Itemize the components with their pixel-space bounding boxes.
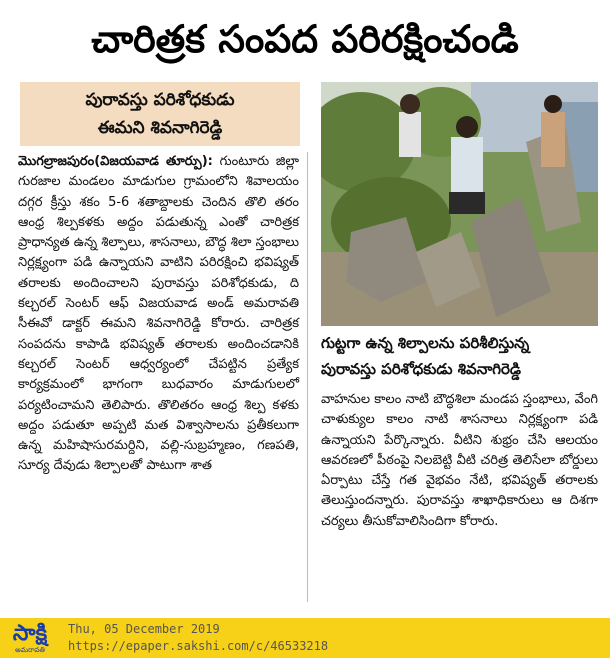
photo-caption-line2: పురావస్తు పరిశోధకుడు శివనాగిరెడ్డి (321, 360, 522, 378)
byline-title: పురావస్తు పరిశోధకుడు (85, 90, 235, 110)
body-text-left: గుంటూరు జిల్లా గురజాల మండలం మాడుగుల గ్రామంలోని శివాలయం దగ్గర క్రీస్తు శకం 5-6 శతాబ్దాలకు చెందిన తొలి తరం ఆంధ్ర శిల్పకళకు అద్దం పడుతున్న ఎంతో చారిత్రక ప్రాధాన్యత ఉన్న శిల్పాలు, శాసనాలు, బౌద్ధ శిలా స్తంభాలు నిర్లక్ష్యంగా పడి ఉన్నాయని వాటిని పరిరక్షించి భవిష్యత్ తరాలకు అందించాలని పురావస్తు పరిశోధకుడు, ది కల్చరల్ సెంటర్ ఆఫ్ విజయవాడ అండ్ అమరావతి సీఈవో డాక్టర్ ఈమని శివనాగిరెడ్డి కోరారు. చారిత్రక సంపదను కాపాడి భవిష్యత్ తరాలకు అందించడానికి కల్చరల్ సెంటర్ ఆధ్వర్యంలో చేపట్టిన ప్రత్యేక కార్యక్రమంలో భాగంగా బుధవారం మాడుగులలో పర్యటించామని తెలిపారు. తొలితరం ఆంధ్ర శిల్ప కళకు అద్దం పడుతూ అప్పటి మత విశ్వాసాలను ప్రతీకలుగా ఉన్న మహిషాసురమర్దిని, వల్లి-సుబ్రహ్మణం, గణపతి, సూర్య దేవుడు శిల్పాలతో పాటుగా శాత (18, 154, 300, 474)
byline-author: ఈమని శివనాగిరెడ్డి (97, 118, 223, 138)
article-photo (321, 82, 598, 326)
epaper-url[interactable]: https://epaper.sakshi.com/c/46533218 (68, 639, 329, 653)
article-body-left (18, 152, 308, 602)
dateline: మొగల్రాజపురం(విజయవాడ తూర్పు): (18, 154, 213, 169)
sakshi-logo[interactable] (0, 618, 60, 658)
article-body-right (321, 390, 598, 602)
logo-text: సాక్షి (12, 620, 48, 646)
logo-subtext: అమరావతి (15, 645, 45, 654)
footer-meta (68, 621, 328, 655)
footer-bar (0, 618, 610, 658)
body-text-right: వాహనుల కాలం నాటి బౌద్ధశిలా మండప స్తంభాలు, వేంగి చాళుక్యుల కాలం నాటి శాసనాలు నిర్లక్ష్యంగా పడి ఉన్నాయని పేర్కొన్నారు. వీటిని శుభ్రం చేసి ఆలయం ఆవరణలో పీఠంపై నిలబెట్టి వీటి చరిత్ర తెలిసేలా బోర్డులు ఏర్పాటు చేస్తే గత వైభవం నేటి, భవిష్యత్ తరాలకు తెలుస్తుందన్నారు. పురావస్తు శాఖాధికారులు ఆ దిశగా చర్యలు తీసుకోవాలిసిందిగా కోరారు. (321, 392, 598, 529)
publish-date: Thu, 05 December 2019 (68, 622, 220, 636)
photo-caption-line1: గుట్టగా ఉన్న శిల్పాలను పరిశీలిస్తున్న (321, 334, 530, 352)
article-photo-sculptures (321, 82, 598, 326)
byline-box (20, 82, 300, 146)
photo-caption (321, 330, 598, 386)
headline: చారిత్రక సంపద పరిరక్షించండి (91, 17, 519, 61)
